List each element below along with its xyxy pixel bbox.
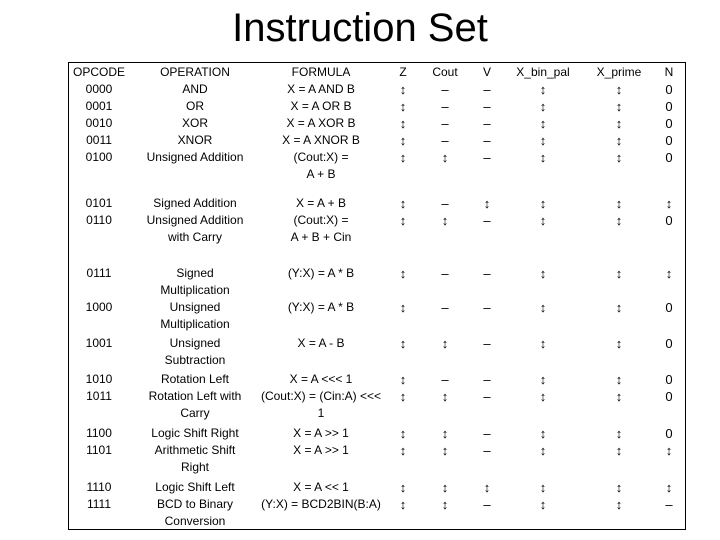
x-prime-flag-cell: ↕ — [615, 480, 623, 495]
v-flag-cell: – — [483, 426, 491, 441]
n-flag-cell: 0 — [665, 133, 673, 148]
x-bin-pal-flag-cell: ↕ — [539, 150, 547, 165]
formula-cell: X = A XOR B — [286, 116, 356, 130]
formula-cell: X = A >> 1 — [293, 426, 349, 440]
v-flag-cell: – — [483, 443, 491, 458]
formula-cell: X = A XNOR B — [282, 133, 360, 147]
x-bin-pal-flag-cell: ↕ — [539, 196, 547, 211]
cout-flag-cell: ↕ — [441, 213, 449, 228]
formula-cell: X = A - B — [297, 336, 345, 350]
cout-flag-cell: ↕ — [441, 480, 449, 495]
operation-cell: BCD to Binary Conversion — [156, 497, 234, 528]
v-flag-cell: – — [483, 99, 491, 114]
formula-cell: X = A OR B — [290, 99, 352, 113]
operation-cell: Unsigned Multiplication — [160, 300, 230, 331]
v-flag-cell: – — [483, 336, 491, 351]
x-prime-flag-cell: ↕ — [615, 497, 623, 512]
operation-cell: Unsigned Addition with Carry — [146, 213, 244, 244]
n-flag-cell: ↕ — [665, 443, 673, 458]
cout-flag-cell: – — [441, 82, 449, 97]
n-flag-cell: 0 — [665, 300, 673, 315]
operation-cell: Unsigned Addition — [146, 150, 244, 164]
x-bin-pal-flag-cell: ↕ — [539, 389, 547, 404]
operation-cell: AND — [182, 82, 208, 96]
opcode-cell: 1111 — [86, 497, 112, 511]
n-flag-cell: 0 — [665, 99, 673, 114]
z-flag-cell: ↕ — [399, 196, 407, 211]
z-flag-cell: ↕ — [399, 266, 407, 281]
z-flag-cell: ↕ — [399, 336, 407, 351]
cout-flag-cell: – — [441, 116, 449, 131]
n-flag-cell: 0 — [665, 389, 673, 404]
x-prime-flag-cell: ↕ — [615, 336, 623, 351]
x-bin-pal-flag-cell: ↕ — [539, 372, 547, 387]
cout-flag-cell: ↕ — [441, 426, 449, 441]
instruction-table — [68, 62, 686, 530]
x-bin-pal-flag-cell: ↕ — [539, 266, 547, 281]
z-flag-cell: ↕ — [399, 480, 407, 495]
x-prime-flag-cell: ↕ — [615, 196, 623, 211]
operation-cell: Arithmetic Shift Right — [154, 443, 236, 474]
operation-cell: Signed Multiplication — [160, 266, 230, 297]
v-flag-cell: – — [483, 213, 491, 228]
v-flag-cell: – — [483, 497, 491, 512]
cout-flag-cell: ↕ — [441, 389, 449, 404]
formula-cell: (Y:X) = A * B — [287, 266, 355, 280]
opcode-cell: 0110 — [86, 213, 112, 227]
formula-cell: X = A <<< 1 — [289, 372, 353, 386]
opcode-cell: 0100 — [85, 150, 113, 164]
x-prime-flag-cell: ↕ — [615, 99, 623, 114]
page-title: Instruction Set — [232, 6, 488, 50]
cout-flag-cell: – — [441, 133, 449, 148]
x-prime-flag-cell: ↕ — [615, 133, 623, 148]
operation-cell: XNOR — [177, 133, 213, 147]
cout-flag-cell: ↕ — [441, 497, 449, 512]
z-flag-cell: ↕ — [399, 213, 407, 228]
header-opcode: OPCODE — [72, 65, 125, 79]
z-flag-cell: ↕ — [399, 133, 407, 148]
z-flag-cell: ↕ — [399, 389, 407, 404]
x-bin-pal-flag-cell: ↕ — [539, 336, 547, 351]
header-cout-flag: Cout — [432, 65, 458, 79]
operation-cell: Logic Shift Left — [155, 480, 235, 494]
formula-cell: X = A << 1 — [293, 480, 349, 494]
opcode-cell: 0111 — [86, 266, 112, 280]
x-bin-pal-flag-cell: ↕ — [539, 300, 547, 315]
formula-cell: (Cout:X) = (Cin:A) <<< 1 — [260, 389, 382, 420]
opcode-cell: 0010 — [85, 116, 113, 130]
x-prime-flag-cell: ↕ — [615, 150, 623, 165]
n-flag-cell: 0 — [665, 82, 673, 97]
operation-cell: Rotation Left — [160, 372, 230, 386]
opcode-cell: 1000 — [85, 300, 113, 314]
n-flag-cell: ↕ — [665, 196, 673, 211]
z-flag-cell: ↕ — [399, 497, 407, 512]
formula-cell: X = A + B — [295, 196, 347, 210]
cout-flag-cell: – — [441, 99, 449, 114]
x-bin-pal-flag-cell: ↕ — [539, 82, 547, 97]
x-prime-flag-cell: ↕ — [615, 266, 623, 281]
formula-cell: X = A >> 1 — [293, 443, 349, 457]
header-n-flag: N — [664, 65, 674, 79]
v-flag-cell: – — [483, 150, 491, 165]
v-flag-cell: – — [483, 300, 491, 315]
cout-flag-cell: ↕ — [441, 336, 449, 351]
z-flag-cell: ↕ — [399, 426, 407, 441]
x-bin-pal-flag-cell: ↕ — [539, 426, 547, 441]
n-flag-cell: 0 — [665, 426, 673, 441]
v-flag-cell: – — [483, 133, 491, 148]
header-operation: OPERATION — [160, 65, 230, 79]
n-flag-cell: 0 — [665, 372, 673, 387]
header-z-flag: Z — [399, 65, 407, 79]
opcode-cell: 0011 — [86, 133, 112, 147]
n-flag-cell: 0 — [665, 336, 673, 351]
formula-cell: (Y:X) = BCD2BIN(B:A) — [261, 497, 381, 511]
operation-cell: Rotation Left with Carry — [148, 389, 242, 420]
operation-cell: Logic Shift Right — [151, 426, 239, 440]
x-prime-flag-cell: ↕ — [615, 213, 623, 228]
x-prime-flag-cell: ↕ — [615, 372, 623, 387]
formula-cell: X = A AND B — [287, 82, 355, 96]
x-bin-pal-flag-cell: ↕ — [539, 133, 547, 148]
opcode-cell: 1110 — [86, 480, 112, 494]
formula-cell: (Y:X) = A * B — [287, 300, 355, 314]
operation-cell: Unsigned Subtraction — [164, 336, 226, 367]
z-flag-cell: ↕ — [399, 150, 407, 165]
v-flag-cell: – — [483, 389, 491, 404]
operation-cell: XOR — [181, 116, 208, 130]
cout-flag-cell: – — [441, 300, 449, 315]
z-flag-cell: ↕ — [399, 116, 407, 131]
z-flag-cell: ↕ — [399, 372, 407, 387]
n-flag-cell: – — [665, 497, 673, 512]
formula-cell: (Cout:X) = A + B + Cin — [290, 213, 352, 244]
x-bin-pal-flag-cell: ↕ — [539, 116, 547, 131]
opcode-cell: 1101 — [86, 443, 112, 457]
opcode-cell: 0101 — [85, 196, 113, 210]
cout-flag-cell: – — [441, 266, 449, 281]
x-prime-flag-cell: ↕ — [615, 300, 623, 315]
x-bin-pal-flag-cell: ↕ — [539, 99, 547, 114]
x-prime-flag-cell: ↕ — [615, 443, 623, 458]
operation-cell: Signed Addition — [153, 196, 237, 210]
x-bin-pal-flag-cell: ↕ — [539, 213, 547, 228]
cout-flag-cell: – — [441, 372, 449, 387]
n-flag-cell: 0 — [665, 116, 673, 131]
x-bin-pal-flag-cell: ↕ — [539, 443, 547, 458]
cout-flag-cell: ↕ — [441, 150, 449, 165]
cout-flag-cell: – — [441, 196, 449, 211]
opcode-cell: 0001 — [85, 99, 113, 113]
x-prime-flag-cell: ↕ — [615, 116, 623, 131]
header-v-flag: V — [482, 65, 491, 79]
v-flag-cell: ↕ — [483, 480, 491, 495]
header-x-prime-flag: X_prime — [596, 65, 642, 79]
v-flag-cell: ↕ — [483, 196, 491, 211]
opcode-cell: 1010 — [85, 372, 113, 386]
opcode-cell: 1001 — [85, 336, 113, 350]
opcode-cell: 1011 — [86, 389, 112, 403]
v-flag-cell: – — [483, 116, 491, 131]
z-flag-cell: ↕ — [399, 82, 407, 97]
opcode-cell: 0000 — [85, 82, 113, 96]
z-flag-cell: ↕ — [399, 443, 407, 458]
v-flag-cell: – — [483, 372, 491, 387]
header-x-bin-pal-flag: X_bin_pal — [516, 65, 570, 79]
v-flag-cell: – — [483, 82, 491, 97]
opcode-cell: 1100 — [86, 426, 112, 440]
header-formula: FORMULA — [291, 65, 351, 79]
x-bin-pal-flag-cell: ↕ — [539, 497, 547, 512]
x-prime-flag-cell: ↕ — [615, 82, 623, 97]
operation-cell: OR — [186, 99, 204, 113]
n-flag-cell: ↕ — [665, 480, 673, 495]
n-flag-cell: 0 — [665, 150, 673, 165]
x-prime-flag-cell: ↕ — [615, 426, 623, 441]
n-flag-cell: 0 — [665, 213, 673, 228]
x-prime-flag-cell: ↕ — [615, 389, 623, 404]
n-flag-cell: ↕ — [665, 266, 673, 281]
formula-cell: (Cout:X) = A + B — [293, 150, 349, 181]
x-bin-pal-flag-cell: ↕ — [539, 480, 547, 495]
cout-flag-cell: ↕ — [441, 443, 449, 458]
z-flag-cell: ↕ — [399, 99, 407, 114]
z-flag-cell: ↕ — [399, 300, 407, 315]
v-flag-cell: – — [483, 266, 491, 281]
